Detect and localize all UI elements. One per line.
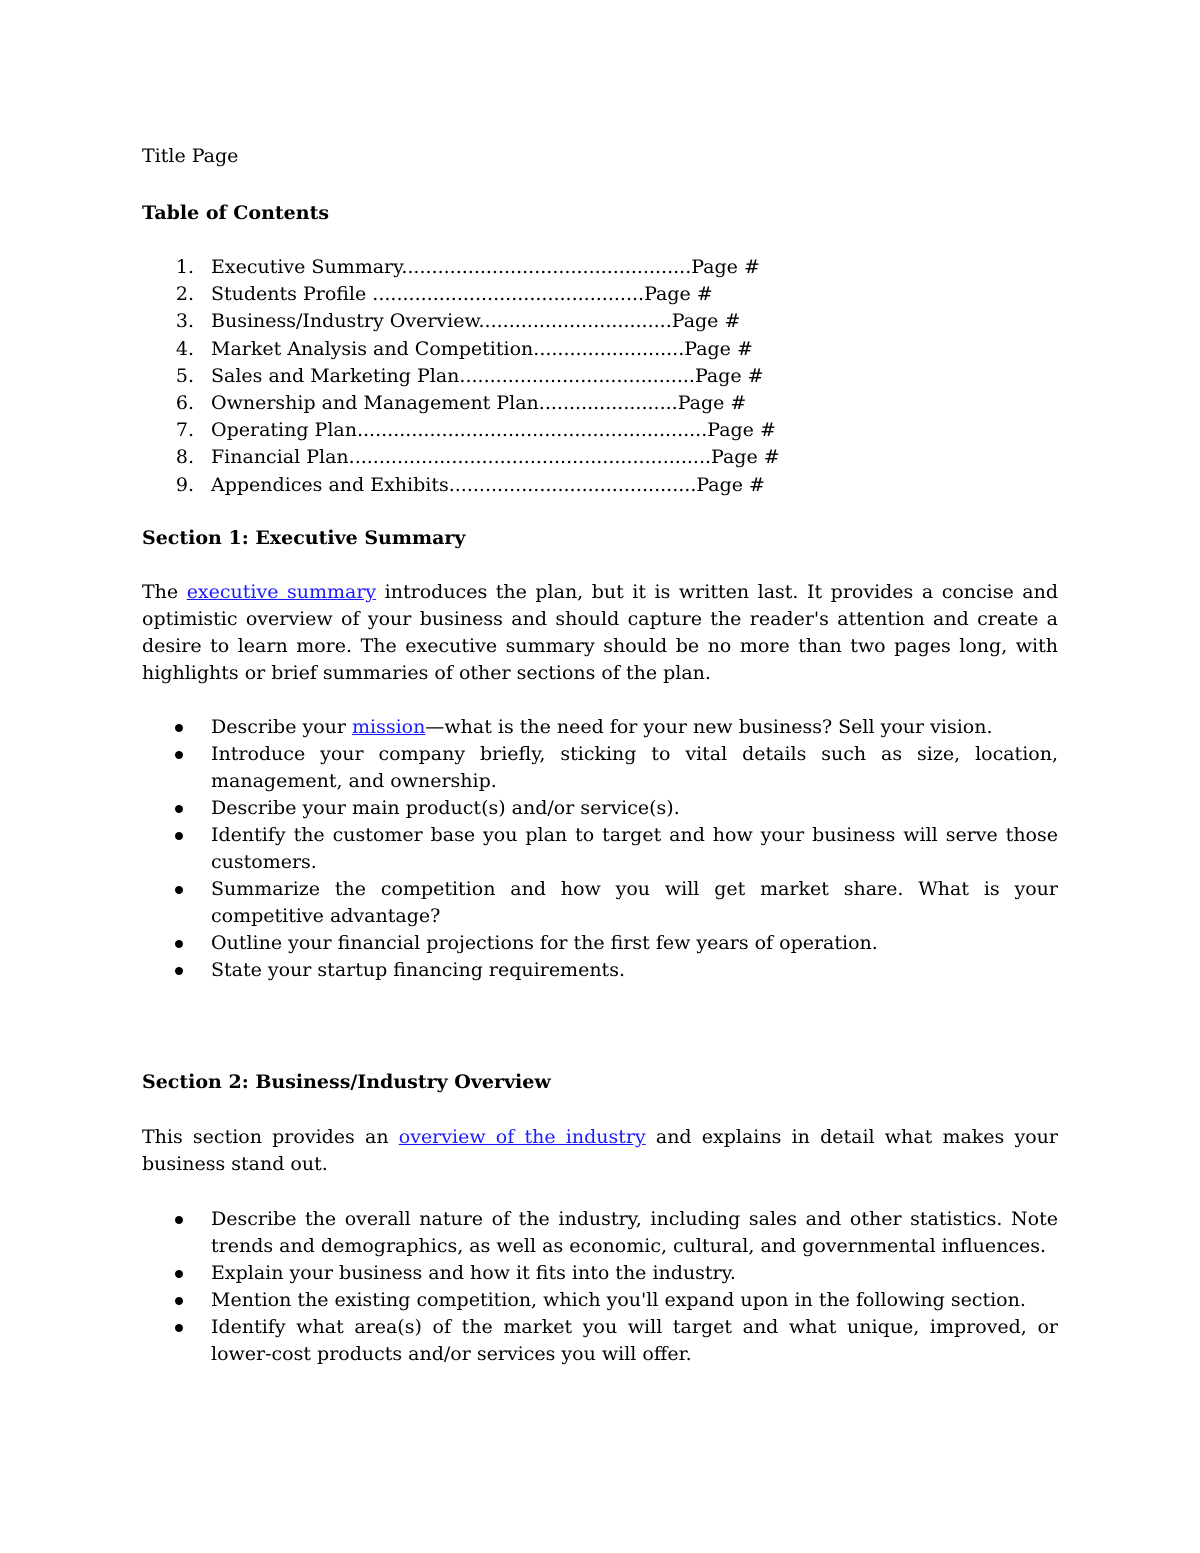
mission-link[interactable]: mission [352, 716, 426, 738]
list-item-text: Explain your business and how it fits into the industry. [211, 1262, 736, 1284]
list-item-text: —what is the need for your new business? Sell your vision. [425, 716, 993, 738]
list-item [142, 1314, 1058, 1368]
bullet-icon [175, 886, 183, 894]
toc-item-number: 7. [175, 419, 194, 442]
toc-item-number: 1. [175, 256, 194, 278]
bullet-icon [175, 967, 183, 975]
list-item-text: Introduce your company briefly, sticking to vital details such as size, location, management, and ownership. [211, 743, 1058, 792]
toc-item-text: Executive Summary................................................Page # [211, 256, 760, 278]
list-item-text: Identify the customer base you plan to target and how your business will serve those customers. [211, 824, 1058, 873]
section-2-paragraph [142, 1124, 1058, 1178]
industry-overview-link[interactable]: overview of the industry [398, 1126, 646, 1148]
section-1-paragraph [142, 579, 1058, 687]
section-2-paragraph-text: and explains in detail what makes your business stand out. [142, 1126, 1058, 1175]
toc-item-text: Business/Industry Overview................................Page # [211, 310, 741, 333]
toc-item-text: Market Analysis and Competition.........................Page # [211, 337, 753, 360]
section-1-paragraph-text: The [142, 581, 187, 603]
list-item [142, 822, 1058, 876]
list-item [142, 876, 1058, 930]
executive-summary-link[interactable]: executive summary [186, 581, 377, 603]
list-item [142, 795, 1058, 822]
toc-item-text: Operating Plan..........................................................Page # [211, 419, 776, 442]
bullet-icon [175, 805, 183, 813]
section-1-paragraph-text: introduces the plan, but it is written last. It provides a concise and optimistic overview of your business and should capture the reader's attention and create a desire to learn more. The executive summary should be no more than two pages long, with highlights or brief summaries of other sections of the plan. [142, 581, 1058, 684]
list-item-text: Mention the existing competition, which you'll expand upon in the following section. [211, 1289, 1026, 1311]
toc-heading: Table of Contents [142, 202, 330, 224]
toc-item-number: 3. [175, 310, 194, 333]
section-2-paragraph-text: This section provides an [142, 1126, 399, 1148]
bullet-icon [175, 724, 183, 732]
section-2-bullet-list [142, 1206, 1058, 1368]
bullet-icon [175, 940, 183, 948]
list-item [142, 1206, 1058, 1260]
list-item [142, 1287, 1058, 1314]
toc-item-number: 2. [175, 283, 194, 306]
list-item [142, 930, 1058, 957]
list-item-text: Summarize the competition and how you will get market share. What is your competitive advantage? [211, 878, 1058, 927]
list-item [142, 1260, 1058, 1287]
list-item-text: Identify what area(s) of the market you will target and what unique, improved, or lower-cost products and/or services you will offer. [211, 1316, 1058, 1365]
bullet-icon [175, 832, 183, 840]
list-item [142, 741, 1058, 795]
section-1-title: Section 1: Executive Summary [142, 527, 466, 549]
toc-item-number: 4. [175, 337, 194, 360]
toc-item-number: 9. [175, 473, 194, 496]
title-page-label: Title Page [142, 145, 239, 167]
toc-item-number: 8. [175, 446, 194, 469]
list-item-text: Describe your [211, 716, 353, 738]
toc-item-text: Appendices and Exhibits.........................................Page # [211, 473, 765, 496]
toc-item-text: Sales and Marketing Plan.......................................Page # [211, 364, 764, 387]
list-item [142, 957, 1058, 984]
bullet-icon [175, 1270, 183, 1278]
toc-item-number: 5. [175, 364, 194, 387]
section-2-title: Section 2: Business/Industry Overview [142, 1071, 551, 1093]
toc-item-text: Students Profile .............................................Page # [211, 283, 713, 306]
toc-item-text: Ownership and Management Plan.......................Page # [211, 391, 747, 414]
list-item-text: Describe your main product(s) and/or service(s). [211, 797, 680, 819]
toc-item-number: 6. [175, 391, 194, 414]
list-item-text: Describe the overall nature of the industry, including sales and other statistics. Note trends and demographics, as well as economic, cultural, and governmental influences. [211, 1208, 1058, 1257]
section-1-bullet-list [142, 714, 1058, 984]
list-item-text: State your startup financing requirements. [211, 959, 625, 981]
bullet-icon [175, 1297, 183, 1305]
bullet-icon [175, 1324, 183, 1332]
toc-item-text: Financial Plan............................................................Page # [211, 446, 780, 469]
bullet-icon [175, 751, 183, 759]
list-item [142, 714, 1058, 741]
list-item-text: Outline your financial projections for the first few years of operation. [211, 932, 878, 954]
bullet-icon [175, 1216, 183, 1224]
